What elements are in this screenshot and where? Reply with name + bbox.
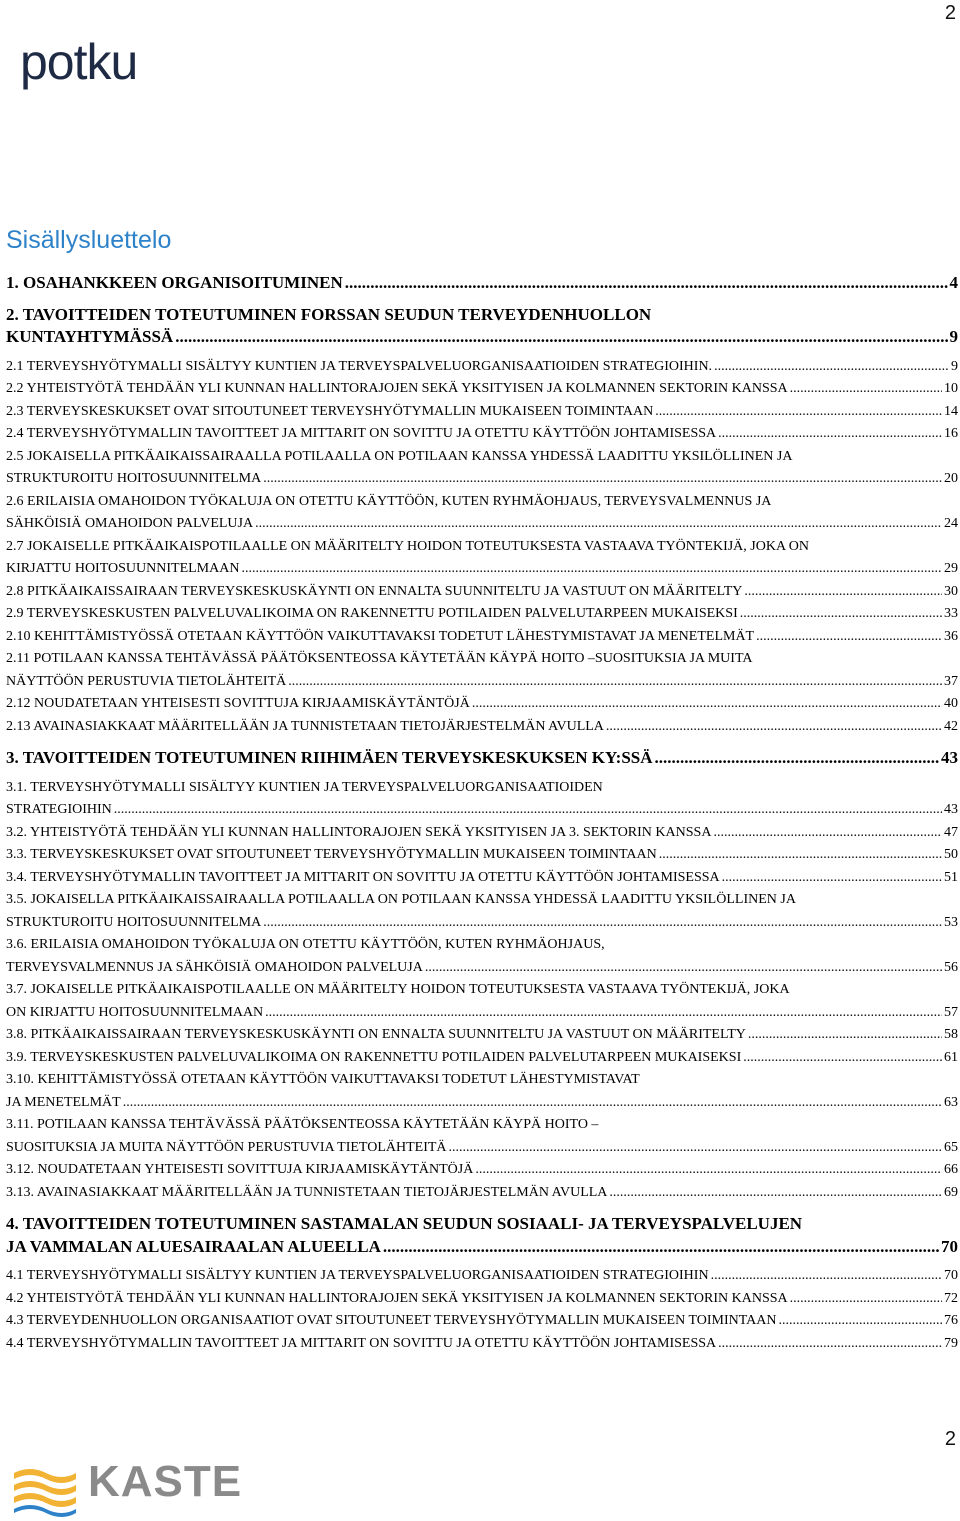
dot-leader bbox=[175, 326, 947, 349]
toc-entry-text: JA MENETELMÄT bbox=[6, 1094, 121, 1110]
dot-leader bbox=[714, 356, 949, 379]
dot-leader bbox=[449, 1137, 942, 1160]
toc-entry-text: 2.10 KEHITTÄMISTYÖSSÄ OTETAAN KÄYTTÖÖN VAIKUTTAVAKSI TODETUT LÄHESTYMISTAVAT JA MENETELMÄT bbox=[6, 628, 755, 644]
toc-section-entry[interactable] bbox=[6, 1182, 958, 1205]
dot-leader bbox=[718, 1333, 942, 1356]
toc-section-entry[interactable] bbox=[6, 979, 958, 1024]
dot-leader bbox=[472, 693, 942, 716]
toc-page-number: 9 bbox=[949, 327, 958, 346]
toc-page-number: 65 bbox=[944, 1139, 958, 1155]
toc-section-entry[interactable] bbox=[6, 777, 958, 822]
toc-entry-text: 2.1 TERVEYSHYÖTYMALLI SISÄLTYY KUNTIEN JA TERVEYSPALVELUORGANISAATIOIDEN STRATEGIOIHIN. bbox=[6, 358, 713, 374]
dot-leader bbox=[265, 1002, 942, 1025]
toc-page-number: 47 bbox=[944, 824, 958, 840]
toc-entry-text: 2.2 YHTEISTYÖTÄ TEHDÄÄN YLI KUNNAN HALLINTORAJOJEN SEKÄ YKSITYISEN JA KOLMANNEN SEKTORIN KANSSA bbox=[6, 381, 788, 396]
toc-entry-text: 2.5 JOKAISELLA PITKÄAIKAISSAIRAALLA POTILAALLA ON POTILAAN KANSSA YHDESSÄ LAADITTU YKSILÖLLINEN JA bbox=[6, 448, 793, 464]
toc-page-number: 63 bbox=[944, 1094, 958, 1110]
dot-leader bbox=[255, 513, 942, 536]
dot-leader bbox=[718, 423, 942, 446]
dot-leader bbox=[655, 747, 939, 770]
toc-title: Sisällysluettelo bbox=[6, 226, 172, 254]
dot-leader bbox=[790, 1288, 942, 1311]
toc-entry-text: KUNTAYHTYMÄSSÄ bbox=[6, 327, 174, 346]
toc-page-number: 61 bbox=[944, 1049, 958, 1065]
toc-page-number: 72 bbox=[944, 1290, 958, 1306]
toc-section-entry[interactable] bbox=[6, 1159, 958, 1182]
toc-page-number: 30 bbox=[944, 583, 958, 599]
toc-page-number: 66 bbox=[944, 1162, 958, 1177]
dot-leader bbox=[790, 378, 942, 401]
dot-leader bbox=[475, 1159, 942, 1182]
toc-chapter-entry[interactable] bbox=[6, 304, 958, 349]
toc-section-entry[interactable] bbox=[6, 1047, 958, 1070]
toc-page-number: 10 bbox=[944, 381, 958, 396]
toc-section-entry[interactable] bbox=[6, 844, 958, 867]
toc-entry-text: 2.3 TERVEYSKESKUKSET OVAT SITOUTUNEET TERVEYSHYÖTYMALLIN MUKAISEEN TOIMINTAAN bbox=[6, 403, 654, 419]
toc-entry-text: 3. TAVOITTEIDEN TOTEUTUMINEN RIIHIMÄEN TERVEYSKESKUKSEN KY:SSÄ bbox=[6, 748, 653, 767]
dot-leader bbox=[114, 799, 942, 822]
toc-section-entry[interactable] bbox=[6, 356, 958, 379]
dot-leader bbox=[756, 626, 942, 649]
toc-page-number: 50 bbox=[944, 847, 958, 862]
dot-leader bbox=[383, 1236, 939, 1259]
toc-section-entry[interactable] bbox=[6, 491, 958, 536]
dot-leader bbox=[606, 716, 942, 739]
kaste-mark-icon bbox=[10, 1455, 80, 1517]
toc-entry-text: STRUKTUROITU HOITOSUUNNITELMA bbox=[6, 914, 262, 930]
toc-entry-text: STRUKTUROITU HOITOSUUNNITELMA bbox=[6, 471, 262, 486]
toc-page-number: 76 bbox=[944, 1313, 958, 1328]
toc-page-number: 57 bbox=[944, 1004, 958, 1020]
toc-page-number: 79 bbox=[944, 1335, 958, 1351]
toc-chapter-entry[interactable] bbox=[6, 747, 958, 770]
toc-page-number: 42 bbox=[944, 718, 958, 734]
toc-section-entry[interactable] bbox=[6, 1288, 958, 1311]
toc-entry-text: TERVEYSVALMENNUS JA SÄHKÖISIÄ OMAHOIDON PALVELUJA bbox=[6, 959, 423, 975]
toc-entry-text: 4.4 TERVEYSHYÖTYMALLIN TAVOITTEET JA MITTARIT ON SOVITTU JA OTETTU KÄYTTÖÖN JOHTAMISESSA bbox=[6, 1335, 717, 1351]
toc-entry-text: 2.9 TERVEYSKESKUSTEN PALVELUVALIKOIMA ON RAKENNETTU POTILAIDEN PALVELUTARPEEN MUKAISEKSI bbox=[6, 606, 738, 621]
toc-entry-text: 3.13. AVAINASIAKKAAT MÄÄRITELLÄÄN JA TUNNISTETAAN TIETOJÄRJESTELMÄN AVULLA bbox=[6, 1184, 608, 1200]
toc-entry-text: 3.3. TERVEYSKESKUKSET OVAT SITOUTUNEET TERVEYSHYÖTYMALLIN MUKAISEEN TOIMINTAAN bbox=[6, 847, 657, 862]
toc-entry-text: 3.11. POTILAAN KANSSA TEHTÄVÄSSÄ PÄÄTÖKSENTEOSSA KÄYTETÄÄN KÄYPÄ HOITO – bbox=[6, 1117, 599, 1132]
toc-page-number: 36 bbox=[944, 628, 958, 644]
toc-entry-text: 3.12. NOUDATETAAN YHTEISESTI SOVITTUJA KIRJAAMISKÄYTÄNTÖJÄ bbox=[6, 1162, 474, 1177]
toc-entry-text: 4.1 TERVEYSHYÖTYMALLI SISÄLTYY KUNTIEN JA TERVEYSPALVELUORGANISAATIOIDEN STRATEGIOIHIN bbox=[6, 1268, 709, 1283]
toc-section-entry[interactable] bbox=[6, 536, 958, 581]
toc-page-number: 29 bbox=[944, 561, 958, 576]
toc-section-entry[interactable] bbox=[6, 446, 958, 491]
toc-page-number: 16 bbox=[944, 426, 958, 441]
toc-entry-text: 4.3 TERVEYDENHUOLLON ORGANISAATIOT OVAT SITOUTUNEET TERVEYSHYÖTYMALLIN MUKAISEEN TOIMINTAAN bbox=[6, 1313, 777, 1328]
toc-chapter-entry[interactable] bbox=[6, 1213, 958, 1258]
toc-page-number: 9 bbox=[951, 358, 958, 374]
toc-page-number: 24 bbox=[944, 516, 958, 531]
dot-leader bbox=[288, 671, 942, 694]
dot-leader bbox=[713, 822, 942, 845]
toc-section-entry[interactable] bbox=[6, 1024, 958, 1047]
toc-section-entry[interactable] bbox=[6, 1265, 958, 1288]
toc-entry-text: 3.5. JOKAISELLA PITKÄAIKAISSAIRAALLA POTILAALLA ON POTILAAN KANSSA YHDESSÄ LAADITTU YKSILÖLLINEN JA bbox=[6, 892, 796, 907]
toc-entry-text: 3.4. TERVEYSHYÖTYMALLIN TAVOITTEET JA MITTARIT ON SOVITTU JA OTETTU KÄYTTÖÖN JOHTAMISESSA bbox=[6, 869, 720, 885]
dot-leader bbox=[609, 1182, 942, 1205]
toc-page-number: 40 bbox=[944, 696, 958, 711]
toc-page-number: 70 bbox=[944, 1268, 958, 1283]
potku-logo-text: potku bbox=[20, 34, 138, 90]
toc-section-entry[interactable] bbox=[6, 716, 958, 739]
toc-section-entry[interactable] bbox=[6, 378, 958, 401]
toc-section-entry[interactable] bbox=[6, 693, 958, 716]
table-of-contents bbox=[6, 272, 958, 1355]
toc-page-number: 43 bbox=[944, 802, 958, 817]
toc-section-entry[interactable] bbox=[6, 626, 958, 649]
toc-entry-text: JA VAMMALAN ALUESAIRAALAN ALUEELLA bbox=[6, 1236, 381, 1256]
toc-page-number: 70 bbox=[941, 1236, 958, 1256]
dot-leader bbox=[722, 867, 942, 890]
toc-page-number: 58 bbox=[944, 1027, 958, 1042]
dot-leader bbox=[740, 603, 942, 626]
kaste-logo bbox=[10, 1455, 243, 1517]
page-number-bottom: 2 bbox=[944, 1428, 956, 1450]
toc-section-entry[interactable] bbox=[6, 648, 958, 693]
toc-section-entry[interactable] bbox=[6, 867, 958, 890]
toc-entry-text: KIRJATTU HOITOSUUNNITELMAAN bbox=[6, 561, 240, 576]
toc-entry-text: 2.12 NOUDATETAAN YHTEISESTI SOVITTUJA KIRJAAMISKÄYTÄNTÖJÄ bbox=[6, 696, 470, 711]
toc-entry-text: 3.7. JOKAISELLE PITKÄAIKAISPOTILAALLE ON MÄÄRITELTY HOIDON TOTEUTUKSESTA VASTAAVA TYÖNTEKIJÄ, JOKA bbox=[6, 982, 790, 997]
dot-leader bbox=[779, 1310, 943, 1333]
toc-chapter-entry[interactable] bbox=[6, 272, 958, 295]
toc-page-number: 53 bbox=[944, 914, 958, 930]
dot-leader bbox=[345, 272, 948, 295]
toc-entry-text: SÄHKÖISIÄ OMAHOIDON PALVELUJA bbox=[6, 516, 254, 531]
toc-entry-text: ON KIRJATTU HOITOSUUNNITELMAAN bbox=[6, 1004, 264, 1020]
toc-section-entry[interactable] bbox=[6, 603, 958, 626]
toc-page-number: 69 bbox=[944, 1184, 958, 1200]
kaste-logo-text: KASTE bbox=[88, 1457, 243, 1506]
dot-leader bbox=[263, 912, 942, 935]
toc-section-entry[interactable] bbox=[6, 581, 958, 604]
toc-page-number: 20 bbox=[944, 471, 958, 486]
dot-leader bbox=[743, 1047, 942, 1070]
toc-entry-text: SUOSITUKSIA JA MUITA NÄYTTÖÖN PERUSTUVIA TIETOLÄHTEITÄ bbox=[6, 1139, 447, 1155]
toc-section-entry[interactable] bbox=[6, 934, 958, 979]
toc-section-entry[interactable] bbox=[6, 889, 958, 934]
toc-entry-text: 2.8 PITKÄAIKAISSAIRAAN TERVEYSKESKUSKÄYNTI ON ENNALTA SUUNNITELTU JA VASTUUT ON MÄÄRITELTY bbox=[6, 583, 743, 599]
toc-entry-text: 2.6 ERILAISIA OMAHOIDON TYÖKALUJA ON OTETTU KÄYTTÖÖN, KUTEN RYHMÄOHJAUS, TERVEYSVALMENNUS JA bbox=[6, 493, 772, 509]
toc-entry-text: 3.8. PITKÄAIKAISSAIRAAN TERVEYSKESKUSKÄYNTI ON ENNALTA SUUNNITELTU JA VASTUUT ON MÄÄRITELTY bbox=[6, 1027, 746, 1042]
dot-leader bbox=[263, 468, 942, 491]
toc-entry-text: STRATEGIOIHIN bbox=[6, 802, 112, 817]
toc-entry-text: 3.2. YHTEISTYÖTÄ TEHDÄÄN YLI KUNNAN HALLINTORAJOJEN SEKÄ YKSITYISEN JA 3. SEKTORIN KANSSA bbox=[6, 824, 712, 840]
toc-section-entry[interactable] bbox=[6, 1069, 958, 1114]
toc-section-entry[interactable] bbox=[6, 1310, 958, 1333]
toc-section-entry[interactable] bbox=[6, 1114, 958, 1159]
toc-entry-text: 4. TAVOITTEIDEN TOTEUTUMINEN SASTAMALAN SEUDUN SOSIAALI- JA TERVEYSPALVELUJEN bbox=[6, 1214, 803, 1233]
dot-leader bbox=[711, 1265, 942, 1288]
toc-entry-text: 2.4 TERVEYSHYÖTYMALLIN TAVOITTEET JA MITTARIT ON SOVITTU JA OTETTU KÄYTTÖÖN JOHTAMISESSA bbox=[6, 426, 717, 441]
toc-entry-text: 2.7 JOKAISELLE PITKÄAIKAISPOTILAALLE ON MÄÄRITELTY HOIDON TOTEUTUKSESTA VASTAAVA TYÖNTEKIJÄ, JOKA ON bbox=[6, 538, 810, 554]
dot-leader bbox=[659, 844, 942, 867]
toc-page-number: 14 bbox=[944, 403, 958, 419]
toc-entry-text: 3.10. KEHITTÄMISTYÖSSÄ OTETAAN KÄYTTÖÖN VAIKUTTAVAKSI TODETUT LÄHESTYMISTAVAT bbox=[6, 1072, 640, 1087]
toc-page-number: 33 bbox=[944, 606, 958, 621]
toc-page-number: 4 bbox=[949, 273, 958, 292]
toc-page-number: 56 bbox=[944, 959, 958, 975]
toc-entry-text: NÄYTTÖÖN PERUSTUVIA TIETOLÄHTEITÄ bbox=[6, 673, 287, 689]
toc-page-number: 37 bbox=[944, 673, 958, 689]
toc-section-entry[interactable] bbox=[6, 401, 958, 424]
toc-entry-text: 3.9. TERVEYSKESKUSTEN PALVELUVALIKOIMA ON RAKENNETTU POTILAIDEN PALVELUTARPEEN MUKAISEKSI bbox=[6, 1049, 742, 1065]
toc-entry-text: 2.11 POTILAAN KANSSA TEHTÄVÄSSÄ PÄÄTÖKSENTEOSSA KÄYTETÄÄN KÄYPÄ HOITO –SUOSITUKSIA JA MUITA bbox=[6, 651, 753, 666]
dot-leader bbox=[425, 957, 942, 980]
toc-section-entry[interactable] bbox=[6, 423, 958, 446]
toc-page-number: 43 bbox=[941, 748, 958, 767]
toc-entry-text: 1. OSAHANKKEEN ORGANISOITUMINEN bbox=[6, 273, 343, 292]
potku-logo bbox=[20, 30, 180, 92]
toc-section-entry[interactable] bbox=[6, 822, 958, 845]
toc-entry-text: 3.6. ERILAISIA OMAHOIDON TYÖKALUJA ON OTETTU KÄYTTÖÖN, KUTEN RYHMÄOHJAUS, bbox=[6, 937, 605, 952]
dot-leader bbox=[123, 1092, 942, 1115]
toc-entry-text: 2. TAVOITTEIDEN TOTEUTUMINEN FORSSAN SEUDUN TERVEYDENHUOLLON bbox=[6, 304, 652, 324]
toc-entry-text: 2.13 AVAINASIAKKAAT MÄÄRITELLÄÄN JA TUNNISTETAAN TIETOJÄRJESTELMÄN AVULLA bbox=[6, 718, 604, 734]
page-number-top: 2 bbox=[944, 2, 956, 24]
dot-leader bbox=[241, 558, 942, 581]
toc-section-entry[interactable] bbox=[6, 1333, 958, 1356]
dot-leader bbox=[744, 581, 942, 604]
toc-entry-text: 4.2 YHTEISTYÖTÄ TEHDÄÄN YLI KUNNAN HALLINTORAJOJEN SEKÄ YKSITYISEN JA KOLMANNEN SEKTORIN KANSSA bbox=[6, 1290, 788, 1306]
dot-leader bbox=[655, 401, 942, 424]
toc-page-number: 51 bbox=[944, 869, 958, 885]
toc-entry-text: 3.1. TERVEYSHYÖTYMALLI SISÄLTYY KUNTIEN JA TERVEYSPALVELUORGANISAATIOIDEN bbox=[6, 779, 603, 795]
dot-leader bbox=[748, 1024, 942, 1047]
